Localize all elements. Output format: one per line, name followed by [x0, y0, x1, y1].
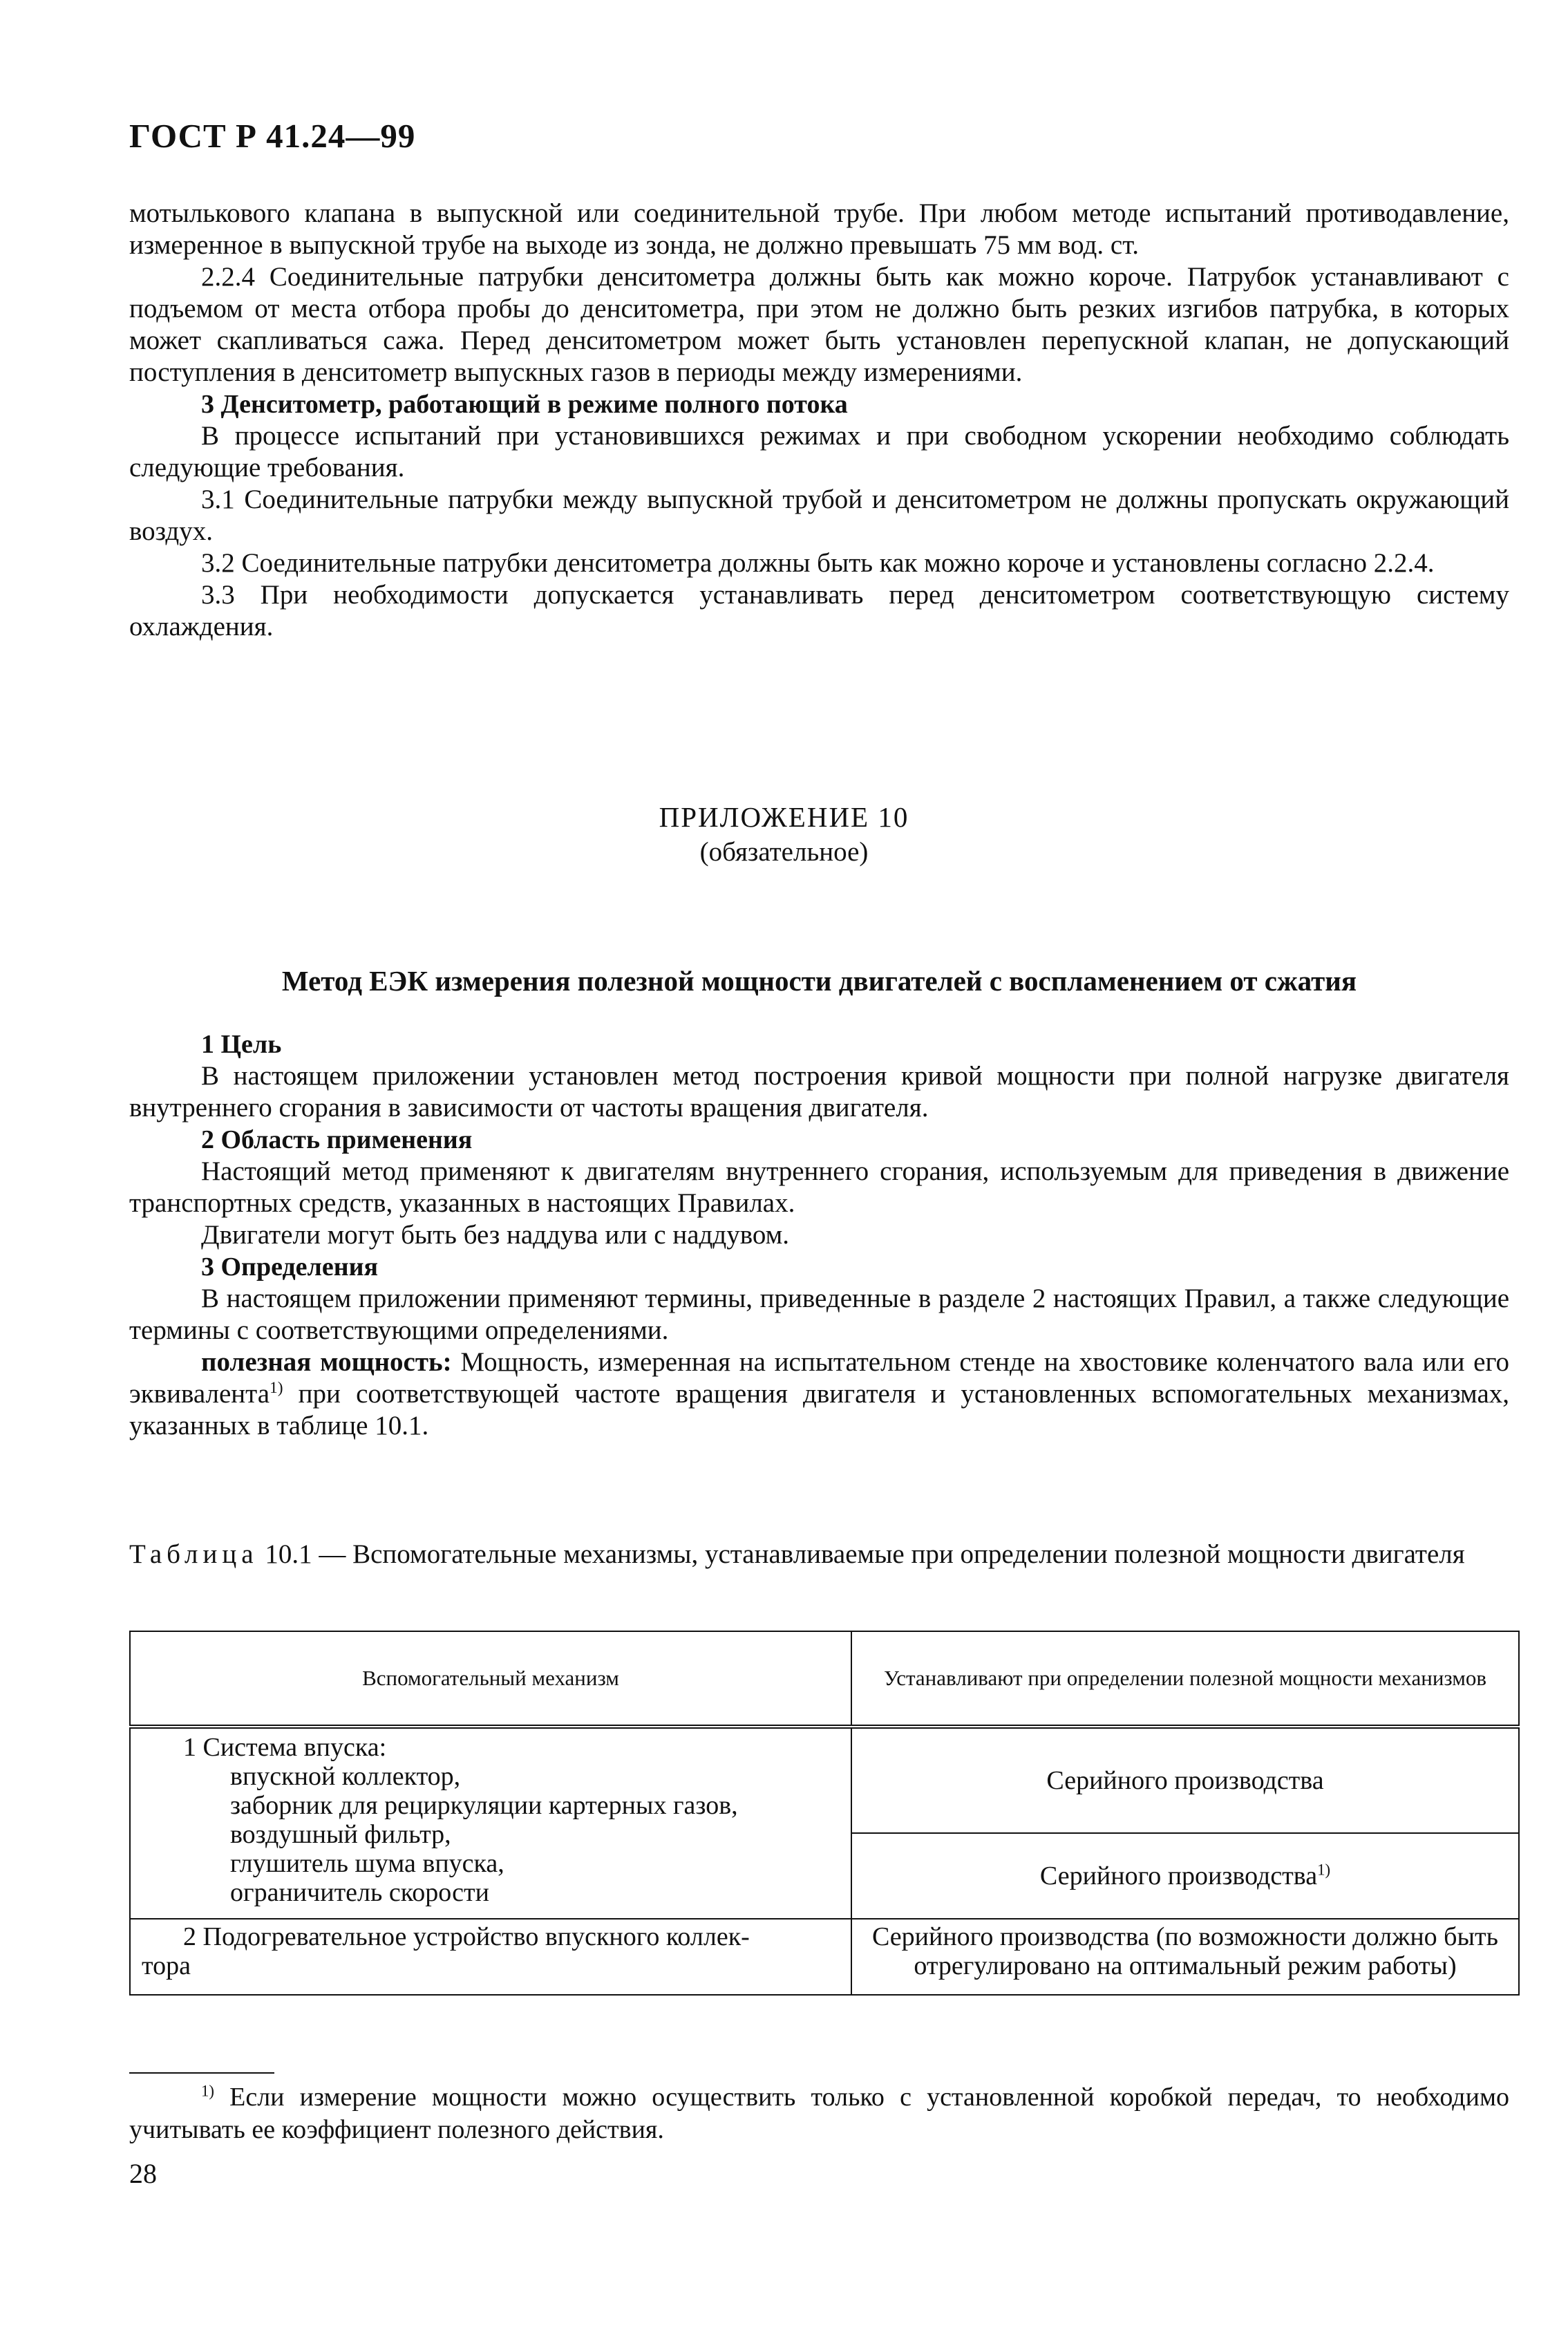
- table-cell: Серийного производства: [851, 1727, 1519, 1833]
- table-row: [130, 1919, 1519, 1995]
- footnote-mark: 1): [201, 2082, 214, 2100]
- table-row: [130, 1727, 1519, 1833]
- section-heading-1: 1 Цель: [201, 1030, 282, 1059]
- cell-text: 2 Подогревательное устройство впускного коллек-: [183, 1922, 750, 1951]
- list-item: впускной коллектор,: [230, 1762, 461, 1791]
- definition-term: полезная мощность:: [201, 1347, 452, 1377]
- appendix-sections: [129, 1029, 1509, 1442]
- page-number: 28: [129, 2158, 157, 2189]
- footnote: [129, 2081, 1509, 2146]
- list-item: ограничитель скорости: [230, 1878, 489, 1907]
- aux-mechanisms-table: [129, 1631, 1520, 1996]
- paragraph: В процессе испытаний при установившихся режимах и при свободном ускорении необходимо соблюдать следующие требования.: [129, 421, 1509, 482]
- table-caption-text: 10.1 — Вспомогательные механизмы, устанавливаемые при определении полезной мощности двигателя: [265, 1539, 1465, 1569]
- section-heading-3: 3 Денситометр, работающий в режиме полного потока: [201, 390, 848, 419]
- list-item: заборник для рециркуляции картерных газов,: [230, 1791, 738, 1820]
- table-caption-label: Таблица: [129, 1539, 258, 1569]
- table-header-installation: Устанавливают при определении полезной мощности механизмов: [851, 1631, 1519, 1727]
- appendix-title: ПРИЛОЖЕНИЕ 10: [659, 801, 909, 833]
- paragraph-3-2: 3.2 Соединительные патрубки денситометра должны быть как можно короче и установлены согласно 2.2.4.: [201, 548, 1435, 578]
- definition-paragraph: [129, 1346, 1509, 1442]
- paragraph-2-2-4: 2.2.4 Соединительные патрубки денситометра должны быть как можно короче. Патрубок устанавливают с подъемом от места отбора пробы до денситометра, при этом не должно быть резких изгибов патрубка, в которых может скапливаться сажа. Перед денситометром может быть установлен перепускной клапан, не допускающий поступления в денситометр выпускных газов в периоды между измерениями.: [129, 262, 1509, 387]
- paragraph: В настоящем приложении установлен метод построения кривой мощности при полной нагрузке двигателя внутреннего сгорания в зависимости от частоты вращения двигателя.: [129, 1061, 1509, 1123]
- section-heading-3-definitions: 3 Определения: [201, 1252, 379, 1282]
- list-item: воздушный фильтр,: [230, 1820, 451, 1849]
- cell-text: тора: [142, 1951, 191, 1980]
- continuation-section: [129, 198, 1509, 643]
- footnote-divider: [129, 2072, 274, 2074]
- definition-text: при соответствующей частоте вращения двигателя и установленных вспомогательных механизмах, указанных в таблице 10.1.: [129, 1379, 1510, 1440]
- footnote-text: Если измерение мощности можно осуществить только с установленной коробкой передач, то необходимо учитывать ее коэффициент полезного действия.: [129, 2083, 1509, 2144]
- definition-text: Мощность, измеренная на испытательном стенде на хвостовике коленчатого вала или его эквивалента: [129, 1347, 1510, 1409]
- footnote-ref: 1): [1317, 1861, 1331, 1879]
- paragraph: В настоящем приложении применяют термины, приведенные в разделе 2 настоящих Правил, а также следующие термины с соответствующими определениями.: [129, 1284, 1509, 1345]
- table-cell: [851, 1833, 1519, 1919]
- list-item: глушитель шума впуска,: [230, 1849, 504, 1878]
- footnote-ref: 1): [270, 1379, 283, 1397]
- paragraph: мотылькового клапана в выпускной или соединительной трубе. При любом методе испытаний противодавление, измеренное в выпускной трубе на выходе из зонда, не должно превышать 75 мм вод. ст.: [129, 198, 1509, 260]
- appendix-subtitle: (обязательное): [699, 837, 869, 867]
- section-heading-2: 2 Область применения: [201, 1125, 473, 1154]
- table-cell: Серийного производства (по возможности должно быть отрегулировано на оптимальный режим работы): [851, 1919, 1519, 1995]
- method-title: Метод ЕЭК измерения полезной мощности двигателей с воспламенением от сжатия: [281, 965, 1357, 997]
- table-caption: [129, 1539, 1509, 1570]
- table-cell: [130, 1919, 851, 1995]
- document-header: ГОСТ Р 41.24—99: [129, 117, 416, 155]
- paragraph: Настоящий метод применяют к двигателям внутреннего сгорания, используемым для приведения в движение транспортных средств, указанных в настоящих Правилах.: [129, 1156, 1509, 1218]
- intake-system-label: 1 Система впуска:: [183, 1733, 387, 1762]
- paragraph: Двигатели могут быть без наддува или с наддувом.: [201, 1220, 790, 1250]
- cell-text: Серийного производства: [1039, 1861, 1318, 1890]
- paragraph-3-3: 3.3 При необходимости допускается устанавливать перед денситометром соответствующую систему охлаждения.: [129, 580, 1509, 641]
- paragraph-3-1: 3.1 Соединительные патрубки между выпускной трубой и денситометром не должны пропускать окружающий воздух.: [129, 485, 1509, 546]
- table-header-mechanism: Вспомогательный механизм: [130, 1631, 851, 1727]
- table-cell: [130, 1727, 851, 1919]
